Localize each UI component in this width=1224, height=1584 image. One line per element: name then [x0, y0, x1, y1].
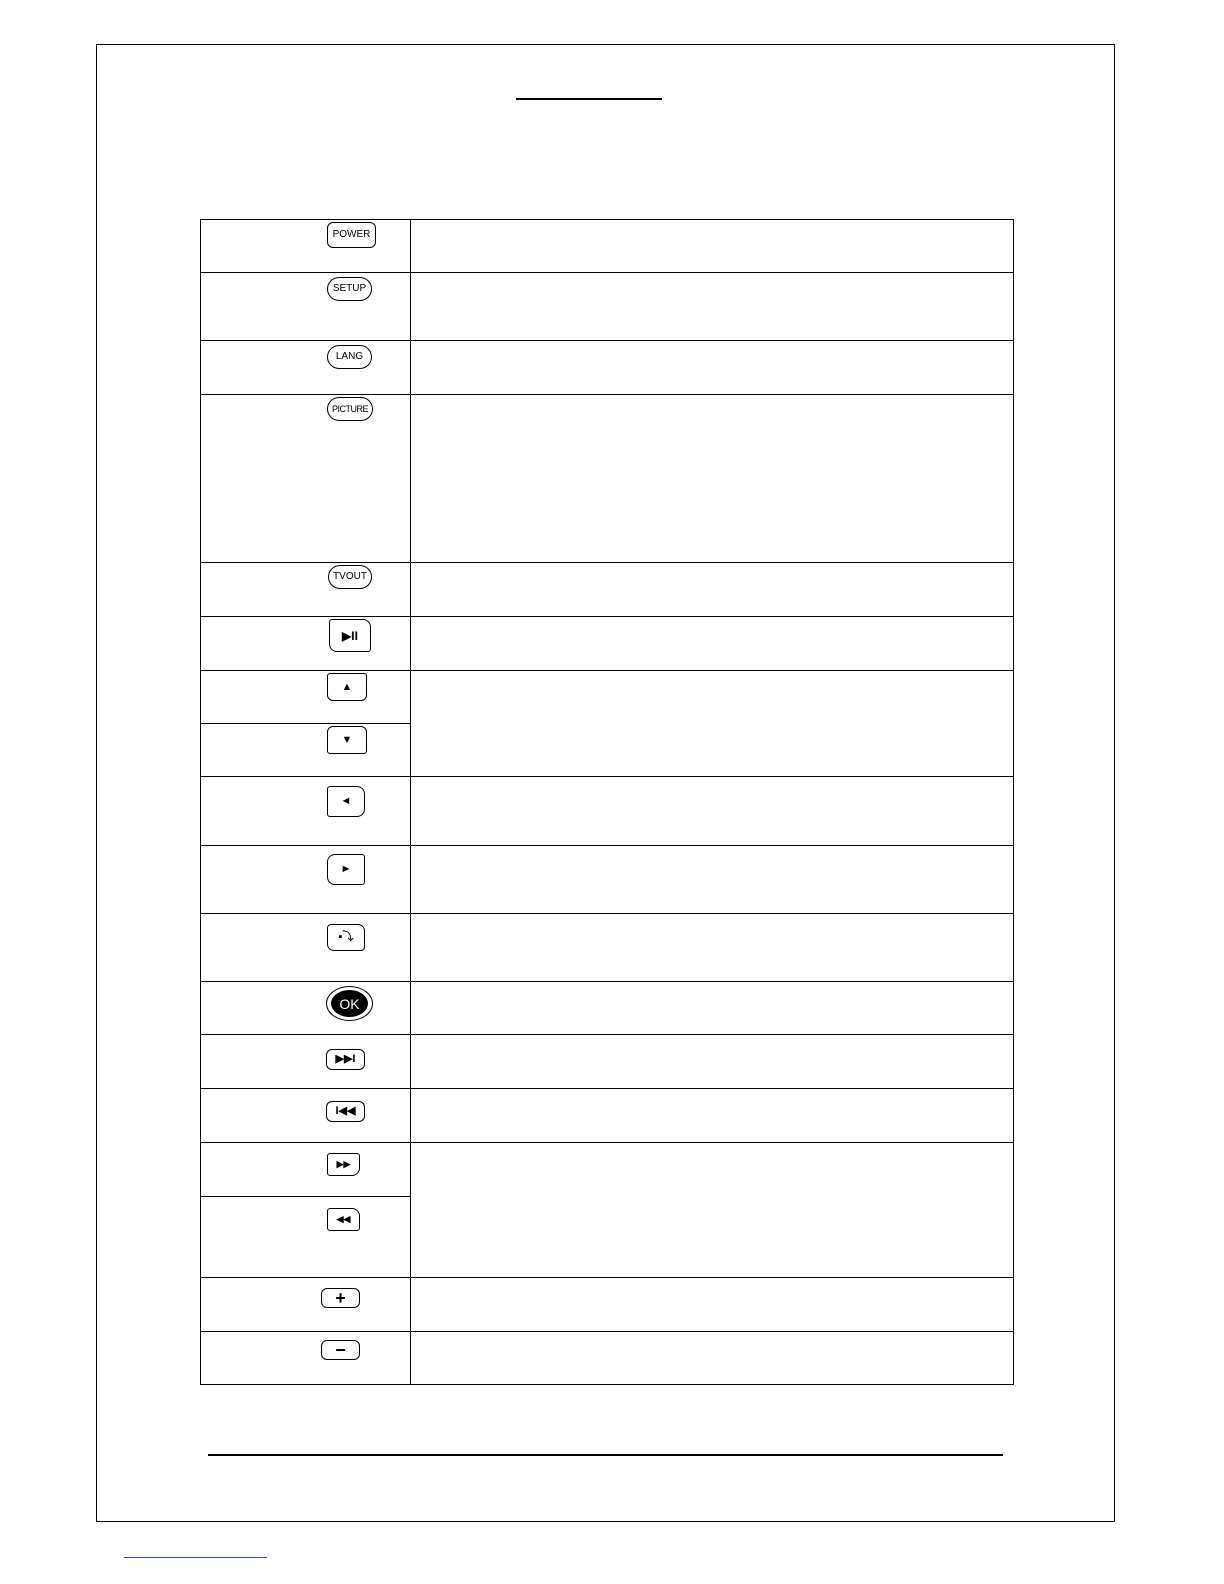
power-button-icon: POWER: [327, 222, 376, 248]
description-cell: [411, 846, 1014, 914]
key-cell: [201, 273, 411, 341]
key-cell: [201, 777, 411, 846]
right-arrow-button-icon: ►: [327, 854, 365, 885]
description-cell: [411, 341, 1014, 395]
table-row: [201, 846, 1014, 914]
left-arrow-button-icon: ◄: [327, 786, 365, 817]
key-cell: [201, 1143, 411, 1197]
key-cell: [201, 982, 411, 1035]
table-row: [201, 1089, 1014, 1143]
table-row: [201, 914, 1014, 982]
description-cell: [411, 1332, 1014, 1385]
table-row: [201, 1278, 1014, 1332]
description-cell: [411, 220, 1014, 273]
table-row: [201, 273, 1014, 341]
down-arrow-button-icon: ▼: [327, 726, 367, 754]
key-cell: [201, 563, 411, 617]
setup-button-icon: SETUP: [327, 277, 372, 301]
table-row: [201, 341, 1014, 395]
key-cell: [201, 341, 411, 395]
ok-button-icon: [326, 986, 373, 1021]
description-cell: [411, 777, 1014, 846]
description-cell: [411, 563, 1014, 617]
table-row: [201, 617, 1014, 671]
description-cell: [411, 1035, 1014, 1089]
key-cell: [201, 846, 411, 914]
table-row: [201, 563, 1014, 617]
key-cell: [201, 617, 411, 671]
ok-button-label: OK: [331, 990, 368, 1017]
key-cell: [201, 1197, 411, 1278]
table-row: [201, 1332, 1014, 1385]
link-underline[interactable]: [124, 1557, 267, 1558]
description-cell: [411, 914, 1014, 982]
table-row: [201, 777, 1014, 846]
footer-rule: [208, 1454, 1003, 1456]
key-cell: [201, 914, 411, 982]
plus-button-icon: +: [321, 1288, 360, 1308]
key-cell: [201, 220, 411, 273]
description-cell: [411, 1143, 1014, 1278]
table-row: [201, 982, 1014, 1035]
table-row: [201, 1035, 1014, 1089]
fast-rewind-button-icon: ◀◀: [327, 1208, 360, 1231]
table-row: [201, 1143, 1014, 1197]
description-cell: [411, 273, 1014, 341]
play-pause-button-icon: ▶II: [329, 619, 371, 652]
description-cell: [411, 982, 1014, 1035]
remote-keys-table: [200, 219, 1014, 1385]
enter-button-icon: ▪⤵: [327, 924, 365, 951]
key-cell: [201, 395, 411, 563]
tvout-button-icon: TVOUT: [328, 565, 372, 589]
key-cell: [201, 1035, 411, 1089]
key-cell: [201, 1332, 411, 1385]
description-cell: [411, 671, 1014, 777]
key-cell: [201, 1089, 411, 1143]
key-cell: [201, 1278, 411, 1332]
description-cell: [411, 395, 1014, 563]
minus-button-icon: −: [321, 1340, 360, 1360]
key-cell: [201, 671, 411, 724]
fast-forward-button-icon: ▶▶: [327, 1153, 360, 1176]
up-arrow-button-icon: ▲: [327, 673, 367, 701]
skip-next-button-icon: ▶▶I: [326, 1049, 365, 1070]
table-row: [201, 220, 1014, 273]
picture-button-icon: PICTURE: [327, 397, 373, 421]
description-cell: [411, 1278, 1014, 1332]
description-cell: [411, 617, 1014, 671]
description-cell: [411, 1089, 1014, 1143]
title-underline: [516, 98, 662, 100]
lang-button-icon: LANG: [327, 345, 372, 369]
table-row: [201, 395, 1014, 563]
key-cell: [201, 724, 411, 777]
table-row: [201, 671, 1014, 724]
skip-previous-button-icon: I◀◀: [326, 1101, 365, 1122]
